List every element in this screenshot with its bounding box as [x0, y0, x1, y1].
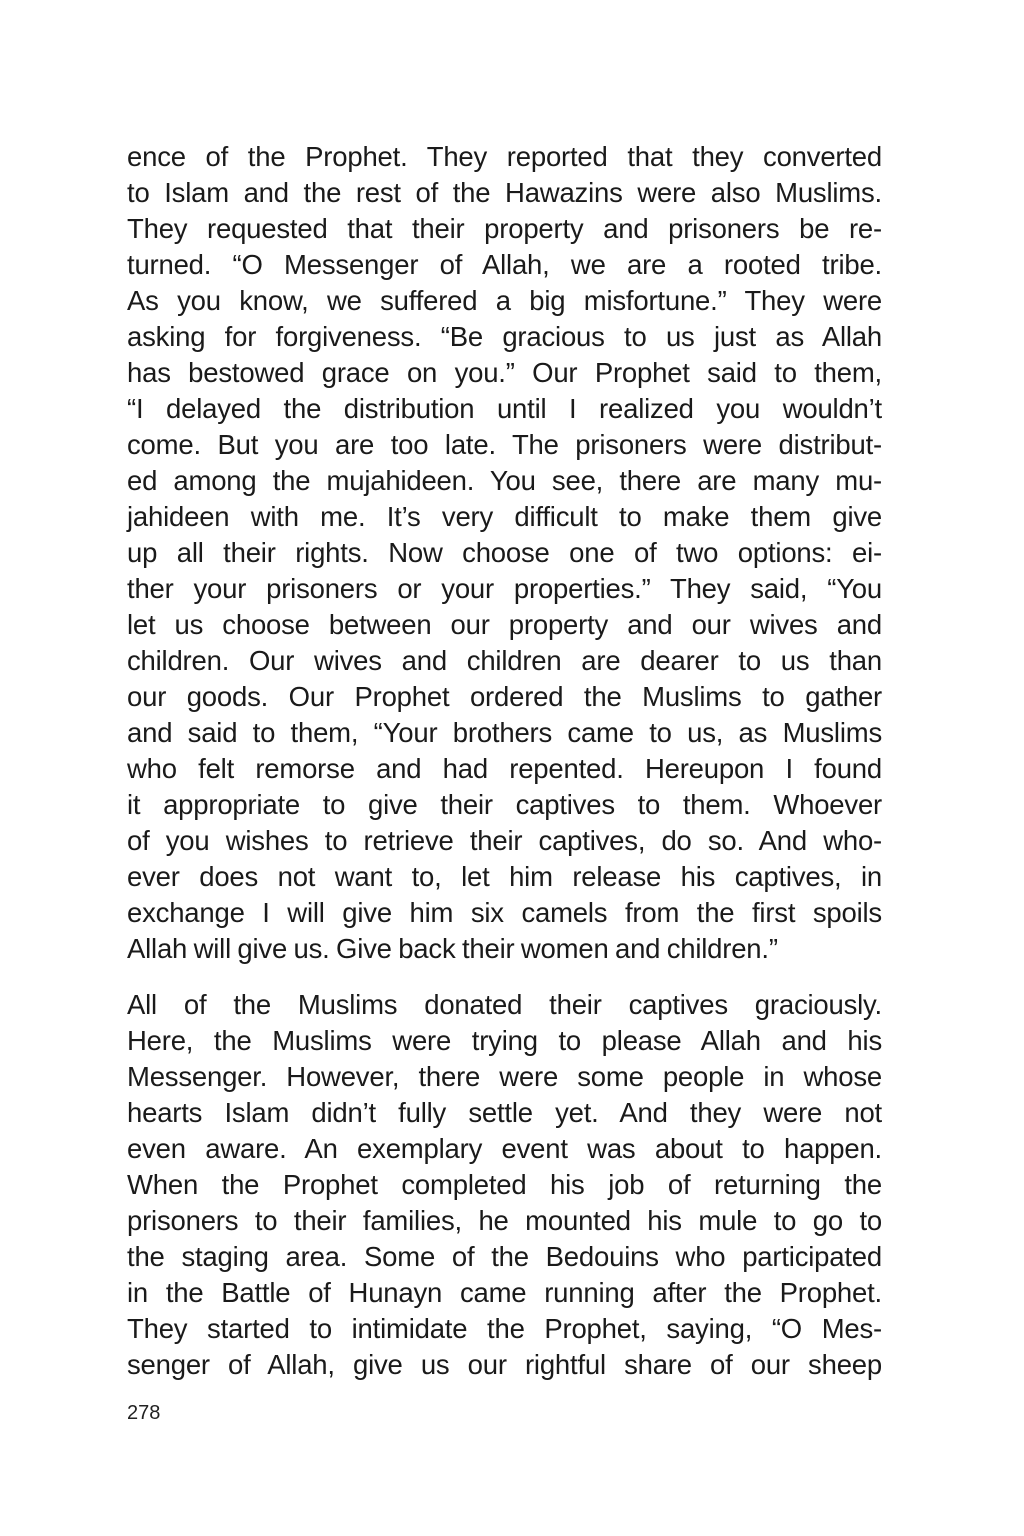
text-line: our goods. Our Prophet ordered the Muslims to gather [127, 681, 882, 712]
text-line: hearts Islam didn’t fully settle yet. And they were not [127, 1097, 882, 1128]
paragraph-1 [127, 139, 882, 967]
text-line: As you know, we suffered a big misfortune.” They were [127, 285, 882, 316]
text-line: who felt remorse and had repented. Hereupon I found [127, 753, 882, 784]
text-line: children. Our wives and children are dearer to us than [127, 645, 882, 676]
text-line: jahideen with me. It’s very difficult to make them give [127, 501, 882, 532]
text-line: asking for forgiveness. “Be gracious to us just as Allah [127, 321, 882, 352]
text-line: They requested that their property and prisoners be re- [127, 213, 882, 244]
text-line: turned. “O Messenger of Allah, we are a rooted tribe. [127, 249, 882, 280]
text-line: to Islam and the rest of the Hawazins were also Muslims. [127, 177, 882, 208]
text-line: Allah will give us. Give back their women and children.” [127, 933, 778, 964]
paragraph-2 [127, 987, 882, 1383]
page-number: 278 [127, 1402, 161, 1424]
text-line: They started to intimidate the Prophet, saying, “O Mes- [127, 1313, 882, 1344]
text-line: ever does not want to, let him release his captives, in [127, 861, 882, 892]
text-line: let us choose between our property and our wives and [127, 609, 882, 640]
text-line: senger of Allah, give us our rightful share of our sheep [127, 1349, 882, 1380]
text-line: ence of the Prophet. They reported that they converted [127, 141, 882, 172]
text-line: and said to them, “Your brothers came to us, as Muslims [127, 717, 882, 748]
text-line: of you wishes to retrieve their captives, do so. And who- [127, 825, 882, 856]
text-line: even aware. An exemplary event was about to happen. [127, 1133, 882, 1164]
text-line: ed among the mujahideen. You see, there are many mu- [127, 465, 882, 496]
text-line: All of the Muslims donated their captives graciously. [127, 989, 882, 1020]
text-line: in the Battle of Hunayn came running after the Prophet. [127, 1277, 882, 1308]
text-line: exchange I will give him six camels from the first spoils [127, 897, 882, 928]
text-line: it appropriate to give their captives to them. Whoever [127, 789, 882, 820]
text-line: Here, the Muslims were trying to please Allah and his [127, 1025, 882, 1056]
text-line: up all their rights. Now choose one of two options: ei- [127, 537, 882, 568]
text-line: “I delayed the distribution until I realized you wouldn’t [127, 393, 882, 424]
text-line: Messenger. However, there were some people in whose [127, 1061, 882, 1092]
text-line: When the Prophet completed his job of returning the [127, 1169, 882, 1200]
text-line: has bestowed grace on you.” Our Prophet said to them, [127, 357, 882, 388]
text-line: the staging area. Some of the Bedouins who participated [127, 1241, 882, 1272]
text-line: ther your prisoners or your properties.” They said, “You [127, 573, 882, 604]
text-line: come. But you are too late. The prisoners were distribut- [127, 429, 882, 460]
text-line: prisoners to their families, he mounted his mule to go to [127, 1205, 882, 1236]
